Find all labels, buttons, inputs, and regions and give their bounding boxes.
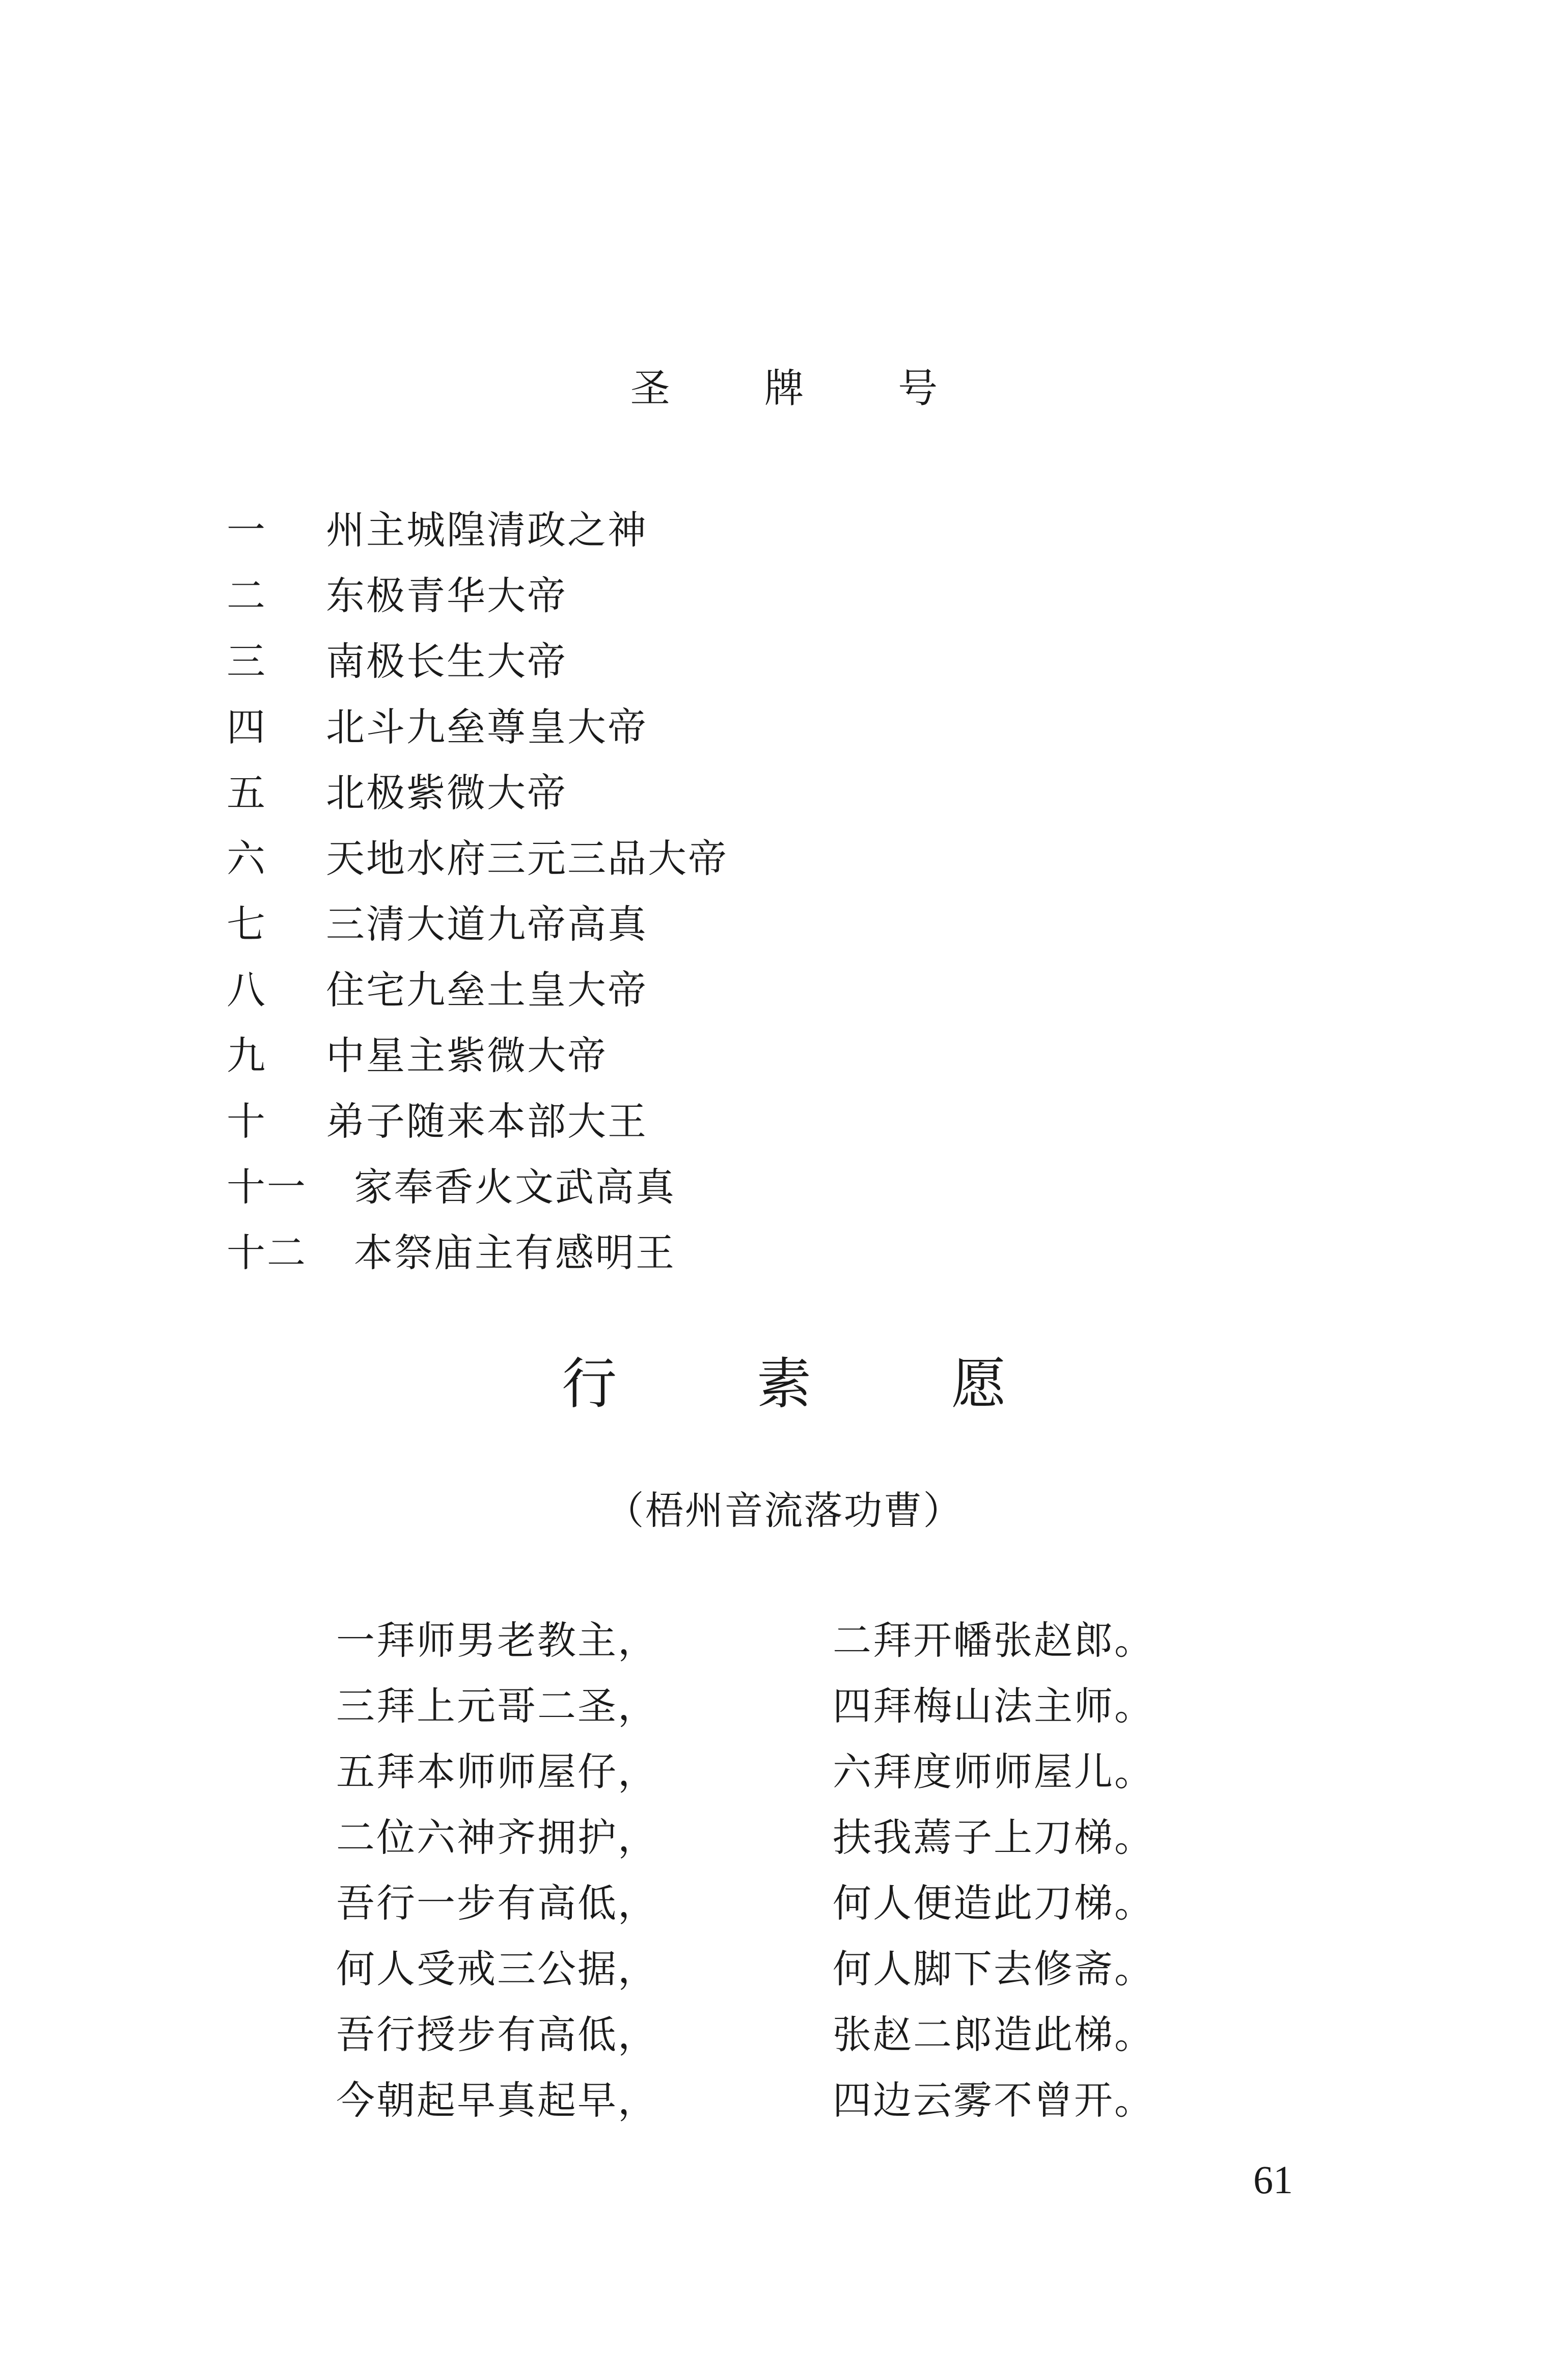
list-item-text: 家奉香火文武高真: [354, 1164, 676, 1210]
list-item-text: 弟子随来本部大王: [326, 1099, 648, 1144]
verse-line: [336, 1867, 1253, 1933]
list-item-number: 五: [227, 770, 267, 815]
list-item-number: 十: [227, 1099, 267, 1144]
list-item-text: 北斗九垒尊皇大帝: [326, 704, 648, 750]
list-item-text: 中星主紫微大帝: [326, 1033, 608, 1078]
list-item: [227, 888, 1092, 954]
list-item-number: 二: [227, 573, 267, 618]
list-item: [227, 494, 1092, 560]
verse-left-half: 今朝起早真起早，: [336, 2078, 658, 2123]
list-item: [227, 625, 1092, 691]
list-item-number: 六: [227, 836, 267, 881]
list-item-number: 十一: [227, 1164, 307, 1210]
list-item-text: 州主城隍清政之神: [326, 507, 648, 553]
list-item: [227, 1020, 1092, 1085]
list-item-number: 三: [227, 639, 267, 684]
list-item-number: 十二: [227, 1230, 307, 1275]
title-list: [227, 494, 1092, 1282]
verse-right-half: 张赵二郎造此梯。: [833, 2012, 1154, 2057]
section-title-sheng-pai-hao: 圣 牌 号: [630, 366, 979, 412]
verse-line: [336, 1670, 1253, 1736]
list-item: [227, 757, 1092, 823]
verse-line: [336, 1802, 1253, 1867]
verse-line: [336, 1933, 1253, 1999]
verse-left-half: 何人受戒三公据，: [336, 1946, 658, 1991]
verse-left-half: 吾行一步有高低，: [336, 1880, 658, 1926]
list-item-text: 本祭庙主有感明王: [354, 1230, 676, 1275]
verse-right-half: 何人便造此刀梯。: [833, 1880, 1154, 1926]
list-item-text: 住宅九垒土皇大帝: [326, 967, 648, 1013]
list-item-text: 天地水府三元三品大帝: [326, 836, 728, 881]
page-number: 61: [1253, 2158, 1293, 2202]
verse-right-half: 何人脚下去修斋。: [833, 1946, 1154, 1991]
list-item: [227, 1085, 1092, 1151]
verse-left-half: 吾行授步有高低，: [336, 2012, 658, 2057]
list-item-number: 八: [227, 967, 267, 1013]
list-item-text: 南极长生大帝: [326, 639, 567, 684]
verse-block: [336, 1604, 1253, 2130]
verse-left-half: 二位六神齐拥护，: [336, 1815, 658, 1860]
list-item: [227, 954, 1092, 1020]
list-item-number: 一: [227, 507, 267, 553]
list-item: [227, 691, 1092, 757]
verse-left-half: 一拜师男老教主，: [336, 1618, 658, 1663]
verse-line: [336, 1604, 1253, 1670]
verse-left-half: 三拜上元哥二圣，: [336, 1683, 658, 1729]
verse-line: [336, 1999, 1253, 2064]
list-item-text: 北极紫微大帝: [326, 770, 567, 815]
verse-line: [336, 1736, 1253, 1802]
list-item-text: 三清大道九帝高真: [326, 902, 648, 947]
list-item: [227, 823, 1092, 888]
verse-right-half: 四边云雾不曾开。: [833, 2078, 1154, 2123]
verse-line: [336, 2064, 1253, 2130]
list-item-number: 七: [227, 902, 267, 947]
section-title-xing-su-yuan: 行 素 愿: [562, 1352, 1067, 1416]
list-item-number: 九: [227, 1033, 267, 1078]
verse-left-half: 五拜本师师屋仔，: [336, 1749, 658, 1794]
section-subtitle: （梧州音流落功曹）: [605, 1488, 963, 1533]
list-item: [227, 560, 1092, 625]
list-item-number: 四: [227, 704, 267, 750]
verse-right-half: 二拜开幡张赵郎。: [833, 1618, 1154, 1663]
verse-right-half: 扶我蔫子上刀梯。: [833, 1815, 1154, 1860]
verse-right-half: 六拜度师师屋儿。: [833, 1749, 1154, 1794]
list-item: [227, 1151, 1092, 1217]
list-item-text: 东极青华大帝: [326, 573, 567, 618]
verse-right-half: 四拜梅山法主师。: [833, 1683, 1154, 1729]
list-item: [227, 1217, 1092, 1282]
